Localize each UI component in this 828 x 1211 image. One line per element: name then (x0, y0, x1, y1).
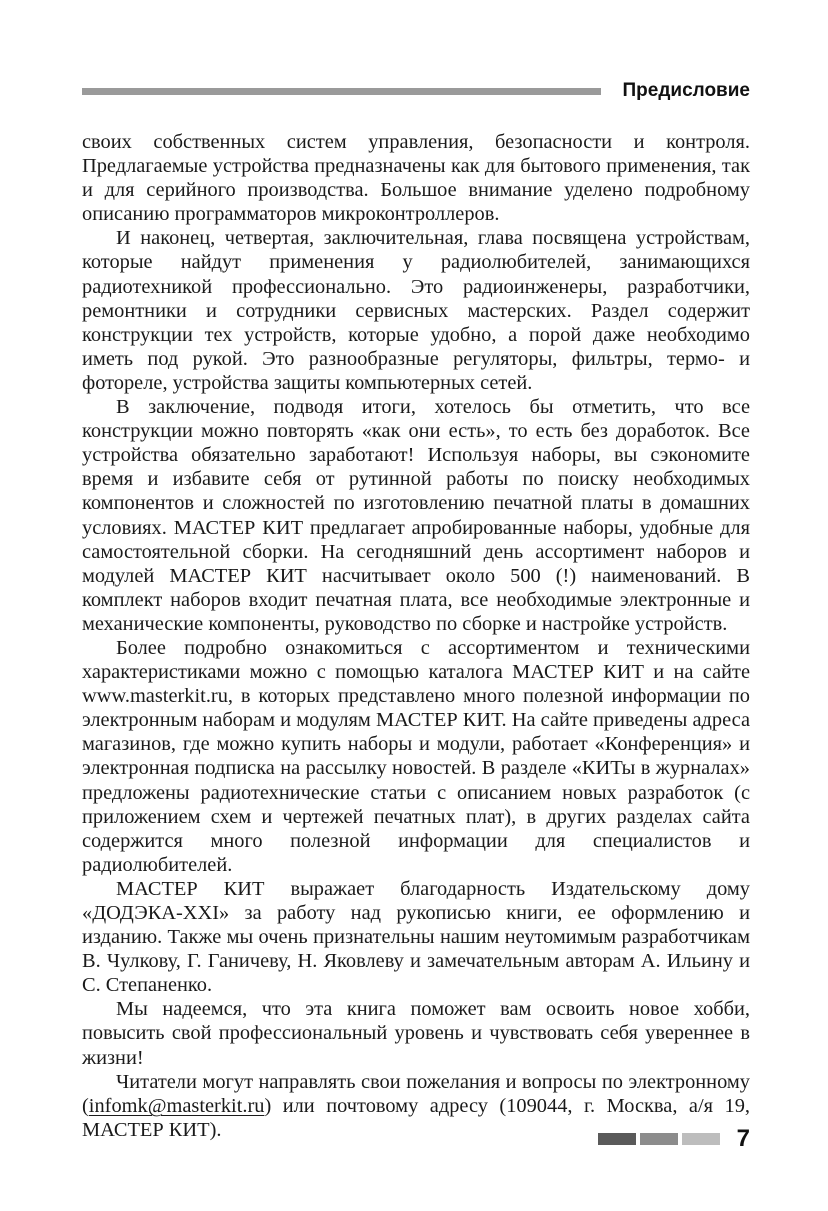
paragraph-4: Более подробно ознакомиться с ассортиментом и техническими характеристиками можно с помощью каталога МАСТЕР КИТ и на сайте www.masterkit.ru, в которых представлено много полезной информации по электронным наборам и модулям МАСТЕР КИТ. На сайте приведены адреса магазинов, где можно купить наборы и модули, работает «Конференция» и электронная подписка на рассылку новостей. В разделе «КИТы в журналах» предложены радиотехнические статьи с описанием новых разработок (с приложением схем и чертежей печатных плат), в других разделах сайта содержится много полезной информации для специалистов и радиолюбителей. (82, 636, 750, 876)
paragraph-2: И наконец, четвертая, заключительная, глава посвящена устройствам, которые найдут применения у радиолюбителей, занимающихся радиотехникой профессионально. Это радиоинженеры, разработчики, ремонтники и сотрудники сервисных мастерских. Раздел содержит конструкции тех устройств, которые удобно, а порой даже необходимо иметь под рукой. Это разнообразные регуляторы, фильтры, термо- и фотореле, устройства защиты компьютерных сетей. (82, 227, 750, 394)
paragraph-7-before: Читатели могут направлять свои пожелания и вопросы по электронному ( (82, 1070, 750, 1117)
paragraph-5: МАСТЕР КИТ выражает благодарность Издательскому дому «ДОДЭКА-XXI» за работу над рукописью книги, ее оформлению и изданию. Также мы очень признательны нашим неутомимым разработчикам В. Чулкову, Г. Ганичеву, Н. Яковлеву и замечательным авторам А. Ильину и С. Степаненко. (82, 877, 750, 997)
running-header (82, 78, 750, 104)
header-decorative-bar (82, 88, 601, 95)
paragraph-6: Мы надеемся, что эта книга поможет вам освоить новое хобби, повысить свой профессиональный уровень и чувствовать себя увереннее в жизни! (82, 998, 750, 1069)
paragraph-1: своих собственных систем управления, безопасности и контроля. Предлагаемые устройства предназначены как для бытового применения, так и для серийного производства. Большое внимание уделено подробному описанию программаторов микроконтроллеров. (82, 131, 750, 226)
footer-bar-dark (598, 1133, 636, 1145)
footer-bar-medium (640, 1133, 678, 1145)
section-title: Предисловие (622, 80, 750, 101)
paragraph-7-after: ) или почтовому адресу (109044, г. Москва, а/я 19, МАСТЕР КИТ). (82, 1094, 750, 1141)
page-number: 7 (736, 1125, 750, 1152)
email-link[interactable]: infomk@masterkit.ru (88, 1094, 265, 1117)
page-footer (598, 1124, 750, 1154)
footer-bar-light (682, 1133, 720, 1145)
paragraph-3: В заключение, подводя итоги, хотелось бы отметить, что все конструкции можно повторять «как они есть», то есть без доработок. Все устройства обязательно заработают! Используя наборы, вы сэкономите время и избавите себя от рутинной работы по поиску необходимых компонентов и сложностей по изготовлению печатной платы в домашних условиях. МАСТЕР КИТ предлагает апробированные наборы, удобные для самостоятельной сборки. На сегодняшний день ассортимент наборов и модулей МАСТЕР КИТ насчитывает около 500 (!) наименований. В комплект наборов входит печатная плата, все необходимые электронные и механические компоненты, руководство по сборке и настройке устройств. (82, 396, 750, 635)
body-text (82, 130, 750, 1142)
